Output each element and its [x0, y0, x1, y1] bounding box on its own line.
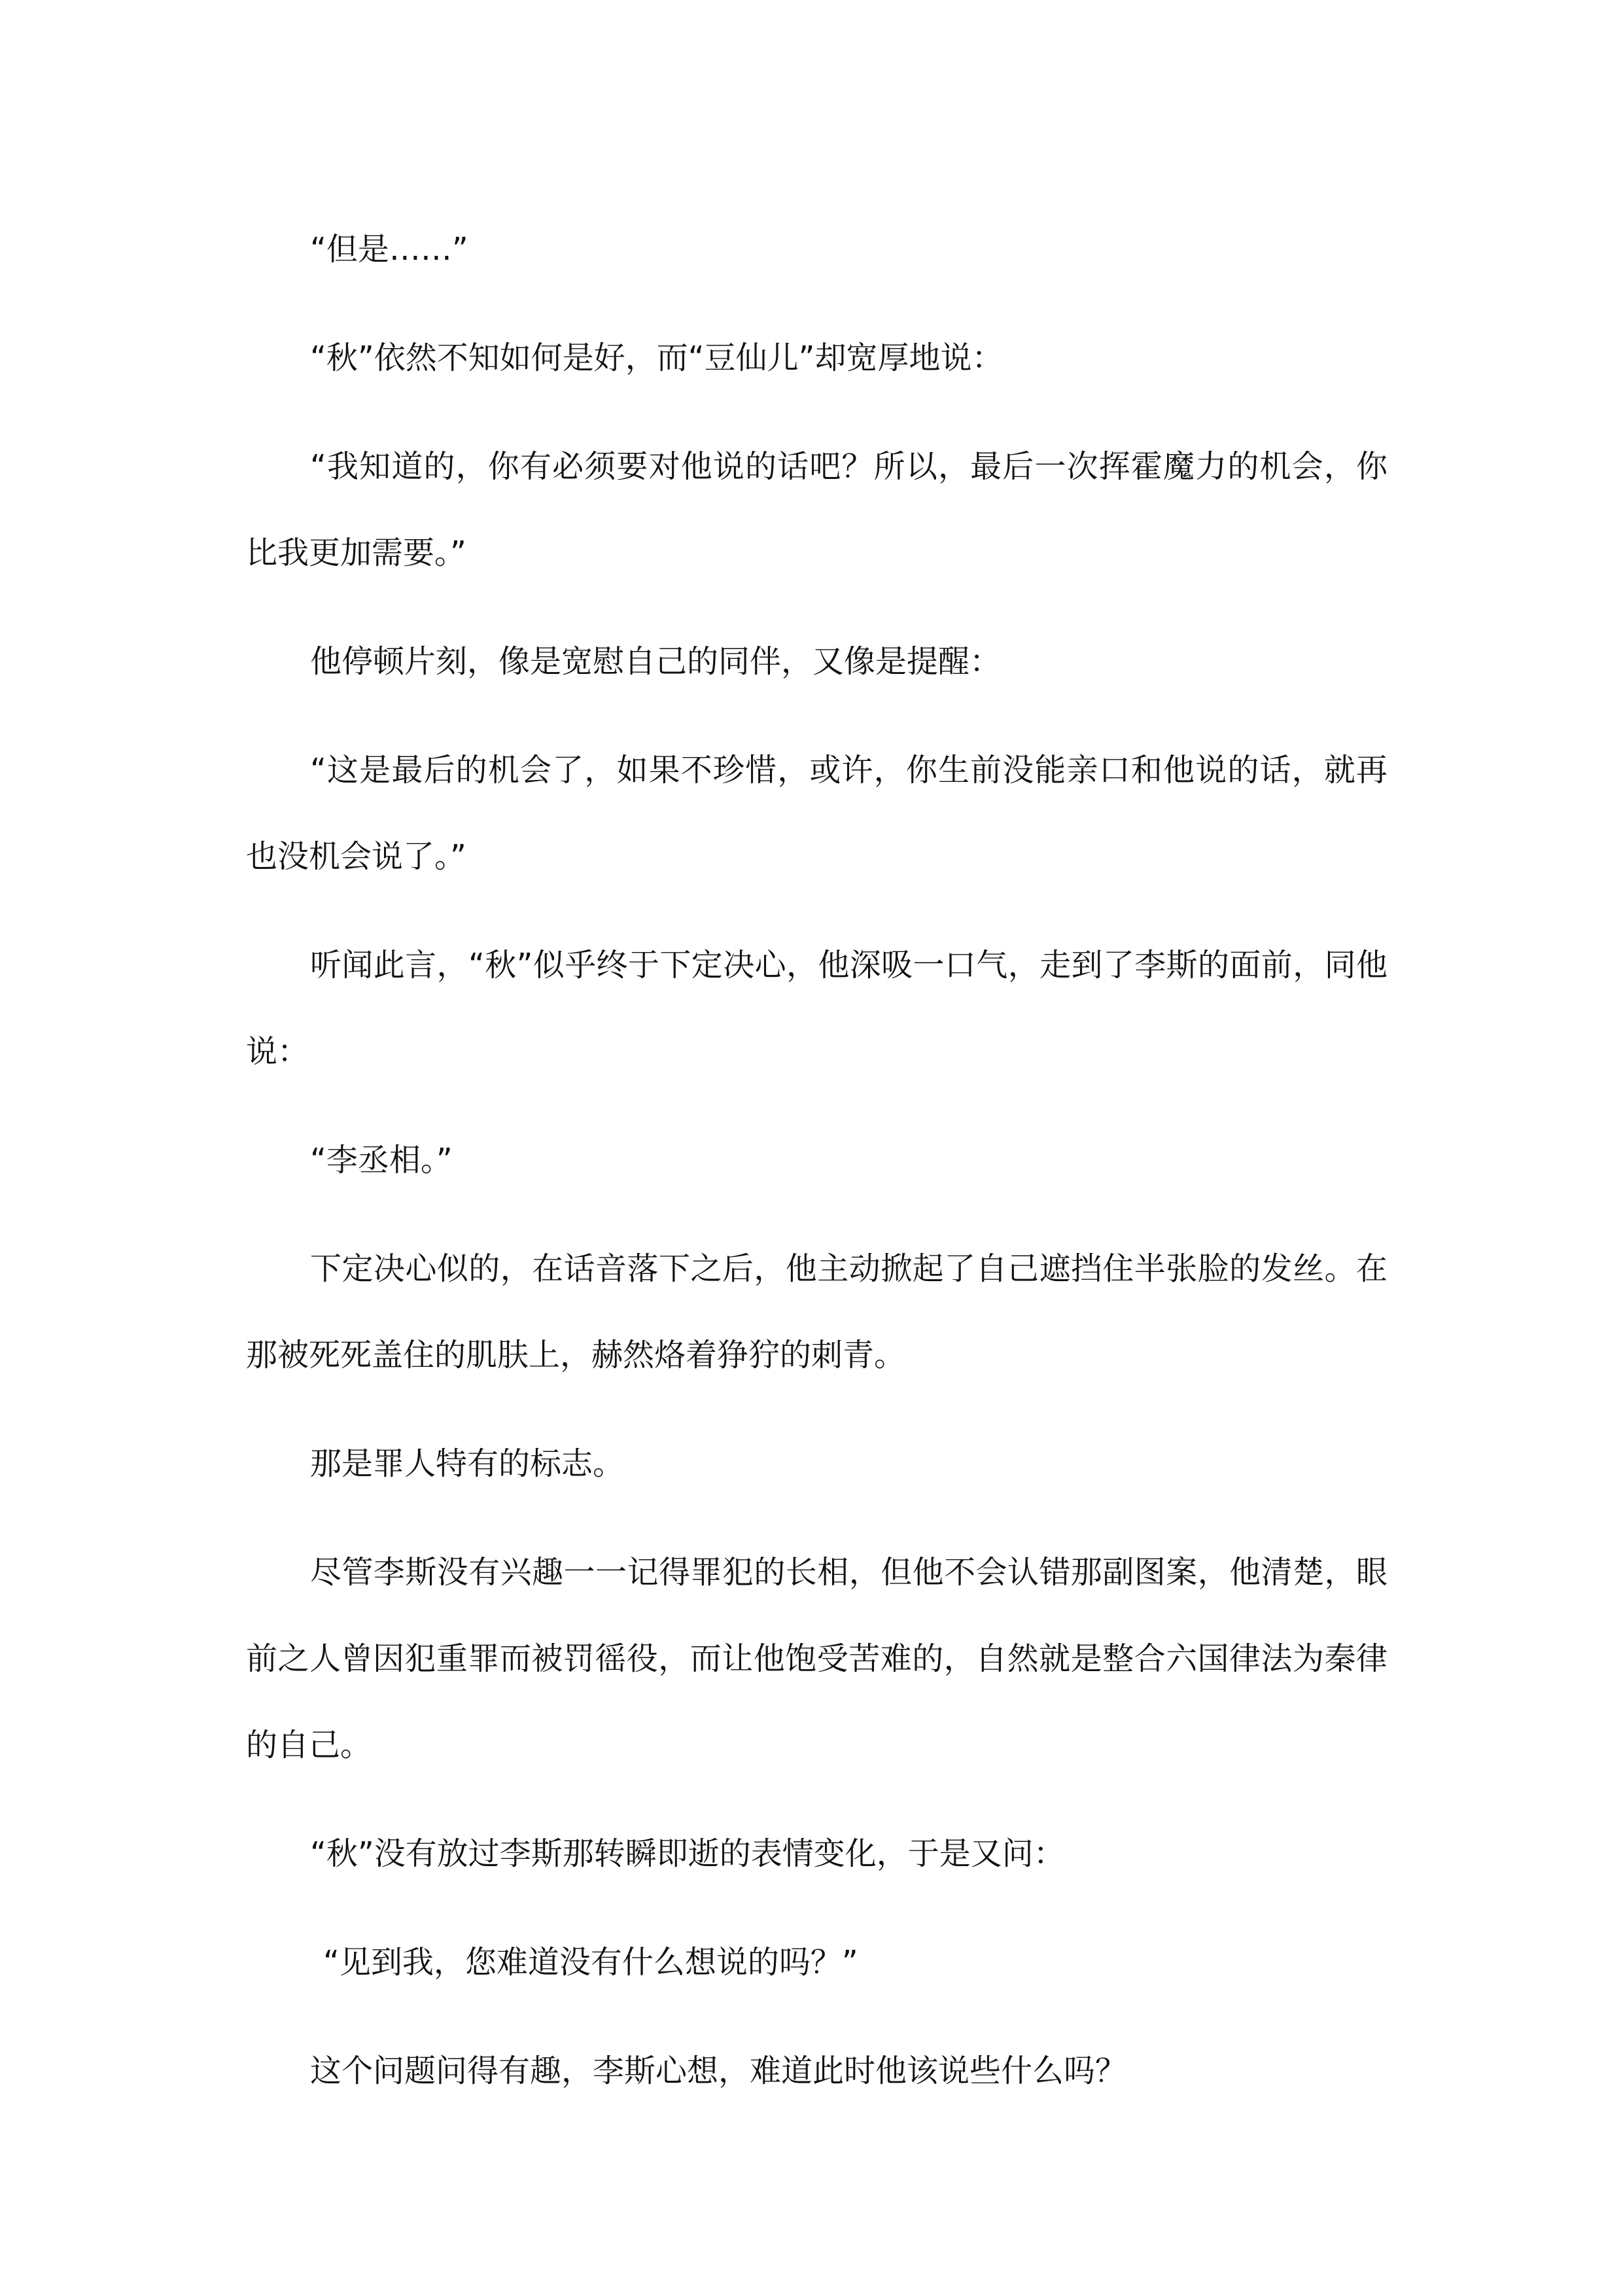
paragraph: “秋”依然不知如何是好，而“豆仙儿”却宽厚地说：: [310, 340, 1003, 376]
paragraph: 下定决心似的，在话音落下之后，他主动掀起了自己遮挡住半张脸的发丝。在那被死死盖住的肌肤上，赫然烙着狰狞的刺青。: [246, 1250, 1387, 1373]
paragraph: 这个问题问得有趣，李斯心想，难道此时他该说些什么吗？: [310, 2053, 1127, 2089]
paragraph: “但是……”: [310, 231, 468, 268]
paragraph: 尽管李斯没有兴趣一一记得罪犯的长相，但他不会认错那副图案，他清楚，眼前之人曾因犯重罪而被罚徭役，而让他饱受苦难的，自然就是整合六国律法为秦律的自己。: [246, 1554, 1387, 1763]
paragraph: 那是罪人特有的标志。: [310, 1445, 625, 1482]
paragraph: 听闻此言，“秋”似乎终于下定决心，他深吸一口气，走到了李斯的面前，同他说：: [246, 947, 1387, 1070]
paragraph: “秋”没有放过李斯那转瞬即逝的表情变化，于是又问：: [310, 1835, 1065, 1872]
paragraph: 他停顿片刻，像是宽慰自己的同伴，又像是提醒：: [310, 643, 1002, 680]
paragraph: “见到我，您难道没有什么想说的吗？”: [323, 1944, 858, 1981]
paragraph: “我知道的，你有必须要对他说的话吧？所以，最后一次挥霍魔力的机会，你比我更加需要。”: [246, 448, 1387, 571]
paragraph: “李丞相。”: [310, 1142, 453, 1178]
paragraph: “这是最后的机会了，如果不珍惜，或许，你生前没能亲口和他说的话，就再也没机会说了。”: [246, 752, 1387, 875]
body-text: [246, 206, 1387, 2136]
